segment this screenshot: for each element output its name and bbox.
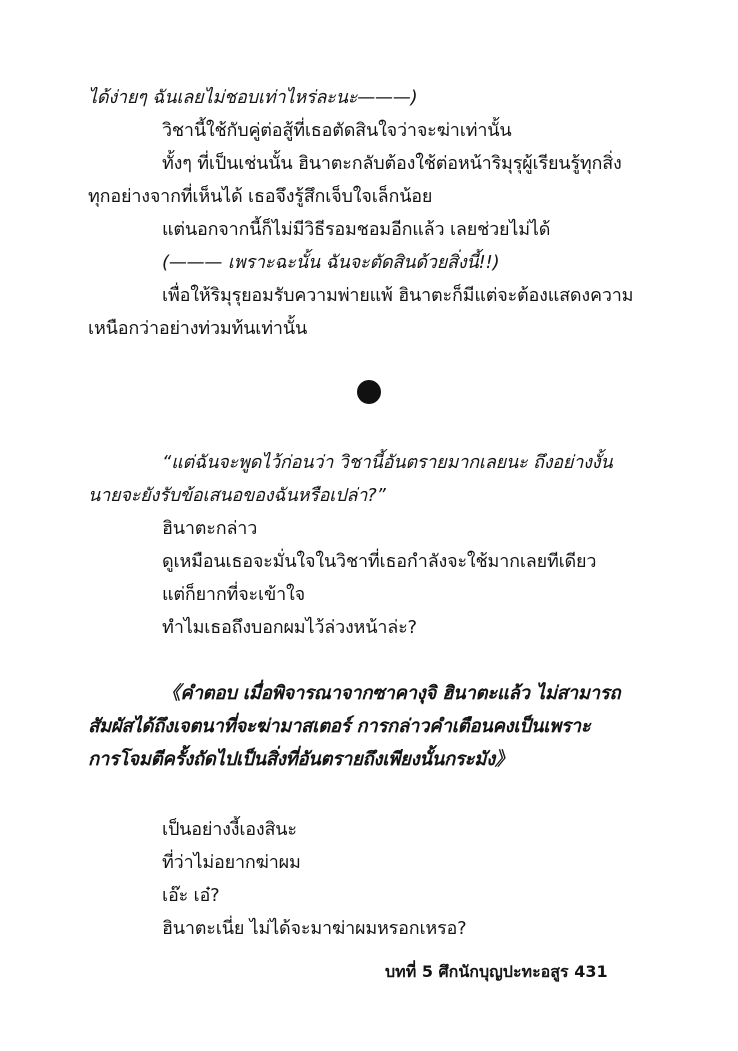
text-line: นายจะยังรับข้อเสนอของฉันหรือเปล่า?” — [88, 485, 386, 506]
text-line: ฮินาตะเนี่ย ไม่ได้จะมาฆ่าผมหรอกเหรอ? — [162, 918, 467, 939]
text-line: “แต่ฉันจะพูดไว้ก่อนว่า วิชานี้อันตรายมากเลยนะ ถึงอย่างงั้น — [162, 452, 613, 473]
text-line: แต่ก็ยากที่จะเข้าใจ — [162, 584, 305, 605]
text-line: ฮินาตะกล่าว — [162, 518, 258, 539]
answer-line: การโจมตีครั้งถัดไปเป็นสิ่งที่อันตรายถึงเพียงนั้นกระมัง》 — [88, 749, 514, 770]
text-line: เป็นอย่างงี้เองสินะ — [162, 819, 297, 840]
text-line: แต่นอกจากนี้ก็ไม่มีวิธีรอมชอมอีกแล้ว เลยช่วยไม่ได้ — [162, 219, 551, 240]
text-line: เอ๊ะ เอ๋? — [162, 885, 220, 906]
text-line: ดูเหมือนเธอจะมั่นใจในวิชาที่เธอกำลังจะใช้มากเลยทีเดียว — [162, 551, 597, 572]
answer-line: สัมผัสได้ถึงเจตนาที่จะฆ่ามาสเตอร์ การกล่าวคำเตือนคงเป็นเพราะ — [88, 716, 591, 737]
text-line: ทั้งๆ ที่เป็นเช่นนั้น ฮินาตะกลับต้องใช้ต่อหน้าริมุรุผู้เรียนรู้ทุกสิ่ง — [162, 153, 622, 174]
scene-break-bullet — [357, 380, 381, 404]
text-line: ทุกอย่างจากที่เห็นได้ เธอจึงรู้สึกเจ็บใจเล็กน้อย — [88, 186, 433, 207]
answer-line: 《คำตอบ เมื่อพิจารณาจากซาคางุจิ ฮินาตะแล้ว ไม่สามารถ — [162, 683, 621, 704]
text-line: (——— เพราะฉะนั้น ฉันจะตัดสินด้วยสิ่งนี้!!) — [162, 252, 500, 273]
page-footer: บทที่ 5 ศึกนักบุญปะทะอสูร 431 — [385, 962, 608, 981]
text-line: ที่ว่าไม่อยากฆ่าผม — [162, 852, 301, 873]
text-line: วิชานี้ใช้กับคู่ต่อสู้ที่เธอตัดสินใจว่าจะฆ่าเท่านั้น — [162, 120, 512, 141]
text-line: เหนือกว่าอย่างท่วมท้นเท่านั้น — [88, 318, 308, 339]
text-line: ได้ง่ายๆ ฉันเลยไม่ชอบเท่าไหร่ละนะ———) — [88, 87, 418, 108]
text-line: ทำไมเธอถึงบอกผมไว้ล่วงหน้าล่ะ? — [162, 617, 417, 638]
text-line: เพื่อให้ริมุรุยอมรับความพ่ายแพ้ ฮินาตะก็มีแต่จะต้องแสดงความ — [162, 285, 634, 306]
